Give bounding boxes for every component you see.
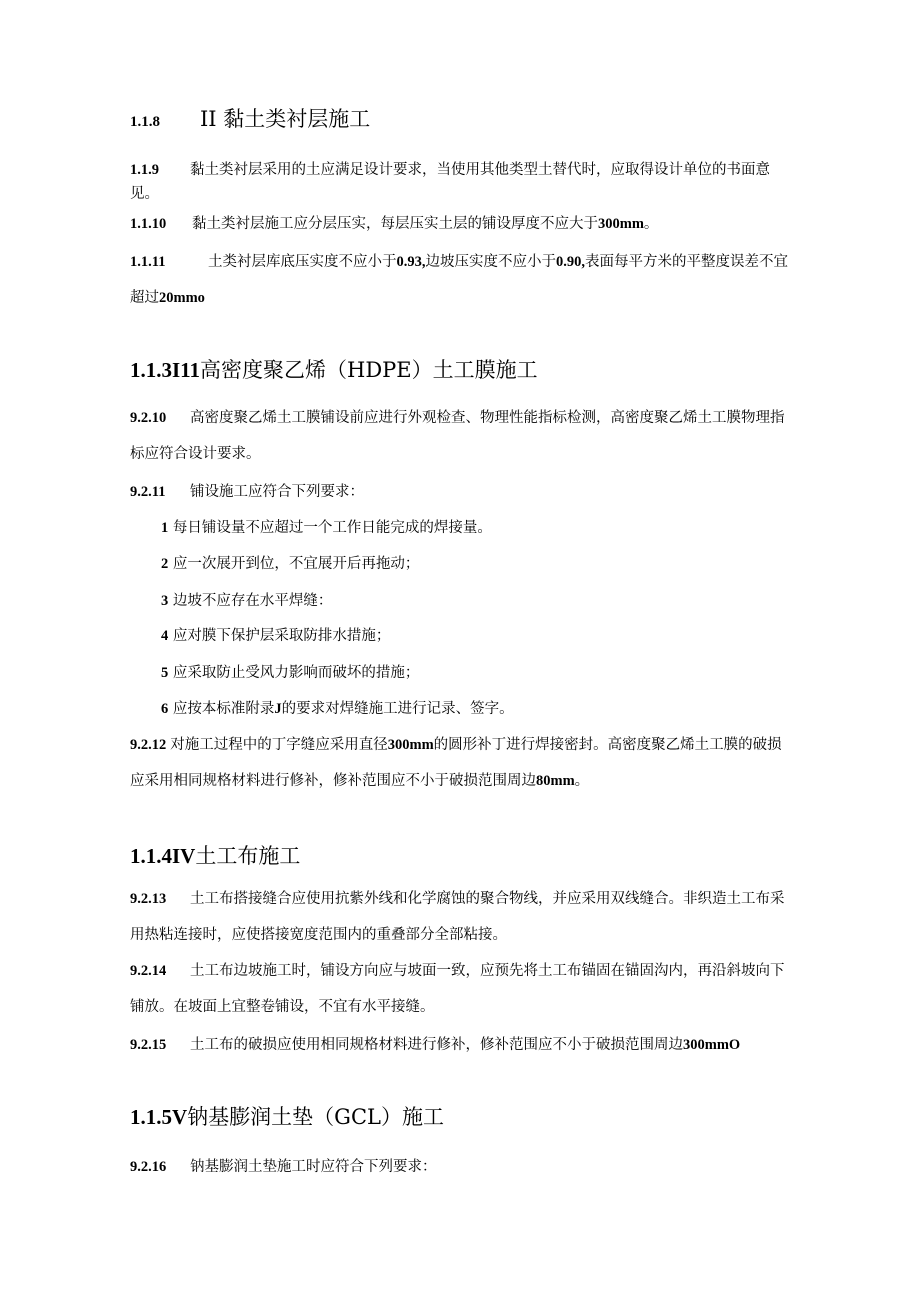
section-heading: 1.1.5V钠基膨润土垫（GCL）施工	[130, 1105, 444, 1129]
list-item: 2 应一次展开到位，不宜展开后再拖动；	[161, 556, 420, 572]
clause-9-2-11: 9.2.11 铺设施工应符合下列要求：	[130, 484, 364, 500]
section-title: 钠基膨润土垫（GCL）施工	[187, 1105, 444, 1129]
list-item: 6 应按本标准附录J的要求对焊缝施工进行记录、签字。	[161, 701, 514, 717]
section-heading: 1.1.4IV土工布施工	[130, 844, 301, 868]
clause-1-1-11: 1.1.11 土类衬层库底压实度不应小于0.93,边坡压实度不应小于0.90,表面每平方米的平整度误差不宜超过20mmo	[130, 254, 788, 306]
clause-1-1-9: 1.1.9 黏土类衬层采用的土应满足设计要求，当使用其他类型土替代时，应取得设计单位的书面意见。	[130, 162, 770, 202]
section-title: II 黏土类衬层施工	[200, 107, 371, 131]
clause-9-2-15: 9.2.15 土工布的破损应使用相同规格材料进行修补，修补范围应不小于破损范围周边300mmO	[130, 1037, 741, 1053]
clause-9-2-14: 9.2.14 土工布边坡施工时，铺设方向应与坡面一致，应预先将土工布锚固在锚固沟内，再沿斜坡向下铺放。在坡面上宜整卷铺设，不宜有水平接缝。	[130, 963, 785, 1015]
list-item: 4 应对膜下保护层采取防排水措施；	[161, 628, 391, 644]
clause-9-2-10: 9.2.10 高密度聚乙烯土工膜铺设前应进行外观检查、物理性能指标检测，高密度聚乙烯土工膜物理指标应符合设计要求。	[130, 410, 785, 462]
clause-9-2-13: 9.2.13 土工布搭接缝合应使用抗紫外线和化学腐蚀的聚合物线，并应采用双线缝合。非织造土工布采用热粘连接时，应使搭接宽度范围内的重叠部分全部粘接。	[130, 891, 785, 943]
clause-9-2-16: 9.2.16 钠基膨润土垫施工时应符合下列要求：	[130, 1159, 437, 1175]
section-heading: 1.1.8 II 黏土类衬层施工	[130, 107, 371, 131]
clause-9-2-12: 9.2.12 对施工过程中的丁字缝应采用直径300mm的圆形补丁进行焊接密封。高密度聚乙烯土工膜的破损应采用相同规格材料进行修补，修补范围应不小于破损范围周边80mm。	[130, 737, 782, 789]
section-heading: 1.1.3I11高密度聚乙烯（HDPE）土工膜施工	[130, 358, 538, 382]
list-item: 5 应采取防止受风力影响而破坏的措施；	[161, 665, 420, 681]
list-item: 1 每日铺设量不应超过一个工作日能完成的焊接量。	[161, 520, 492, 536]
section-title: 高密度聚乙烯（HDPE）土工膜施工	[200, 358, 538, 382]
list-item: 3 边坡不应存在水平焊缝：	[161, 593, 333, 609]
clause-1-1-10: 1.1.10 黏土类衬层施工应分层压实，每层压实土层的铺设厚度不应大于300mm。	[130, 216, 659, 232]
section-title: 土工布施工	[195, 844, 301, 868]
